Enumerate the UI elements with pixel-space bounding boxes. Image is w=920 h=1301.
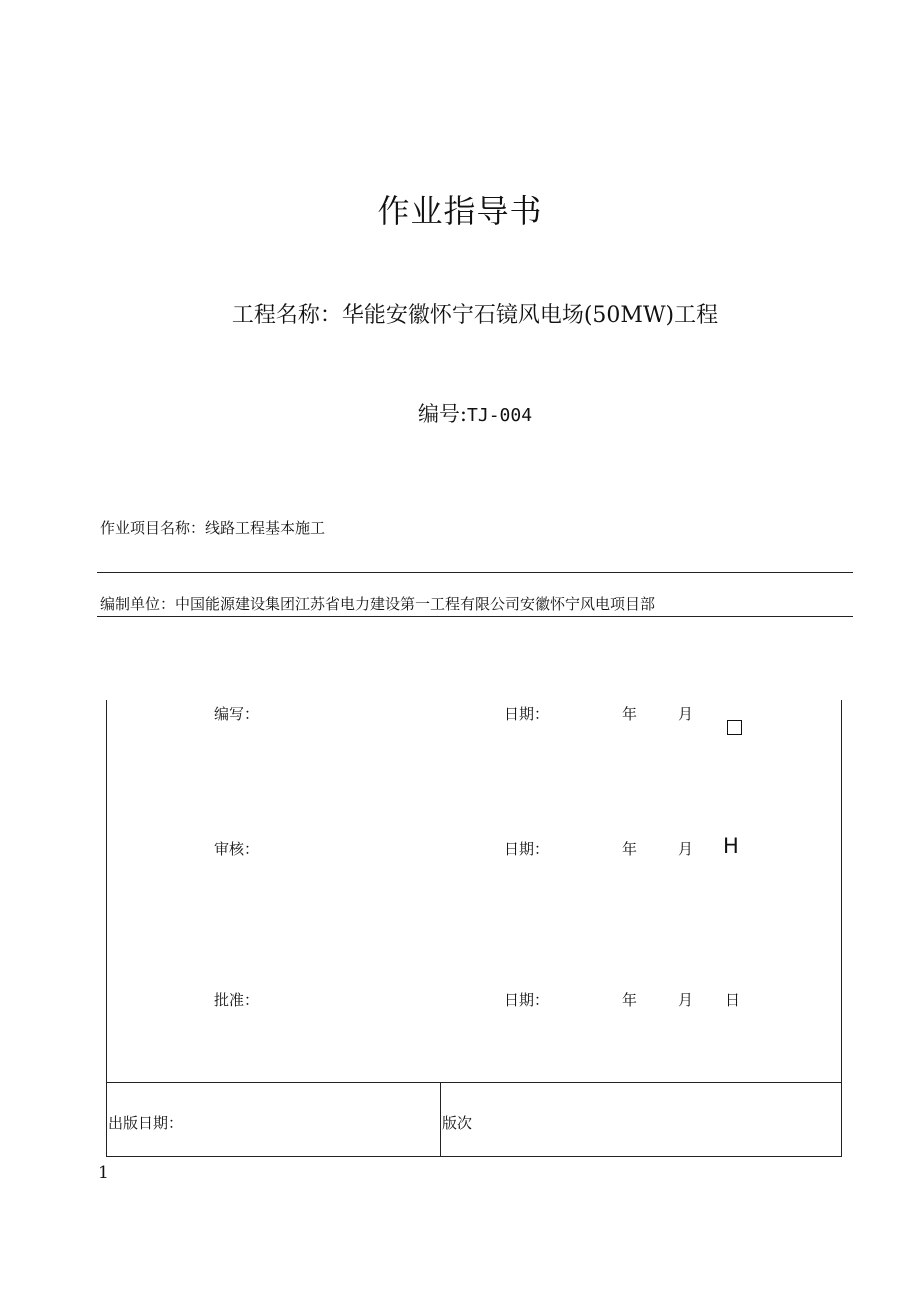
document-number-value: TJ-004 [467, 405, 533, 426]
compiler-month: 月 [678, 705, 694, 723]
reviewer-label: 审核： [214, 840, 260, 858]
approver-day: 日 [725, 991, 741, 1009]
checkbox-icon[interactable] [727, 720, 742, 735]
table-divider [107, 1082, 841, 1083]
table-column-divider [440, 1082, 441, 1156]
approver-date-label: 日期： [504, 991, 550, 1009]
compiler-label: 编写： [214, 705, 260, 723]
approver-label: 批准： [214, 991, 260, 1009]
publish-date-label: 出版日期： [108, 1114, 184, 1132]
document-title: 作业指导书 [377, 192, 543, 230]
document-number-label: 编号: [417, 402, 468, 426]
divider-line [97, 572, 853, 573]
signature-box [106, 700, 842, 1157]
reviewer-date-label: 日期： [504, 840, 550, 858]
reviewer-year: 年 [622, 840, 638, 858]
approver-month: 月 [678, 991, 694, 1009]
edition-label: 版次 [442, 1114, 473, 1132]
compiling-unit: 编制单位：中国能源建设集团江苏省电力建设第一工程有限公司安徽怀宁风电项目部 [100, 595, 656, 613]
work-item-name: 作业项目名称：线路工程基本施工 [100, 519, 326, 537]
page-number: 1 [98, 1163, 109, 1183]
project-name: 工程名称：华能安徽怀宁石镜风电场(50MW)工程 [231, 303, 719, 328]
reviewer-month: 月 [678, 840, 694, 858]
approver-year: 年 [622, 991, 638, 1009]
compiler-date-label: 日期： [504, 705, 550, 723]
compiler-year: 年 [622, 705, 638, 723]
divider-line [97, 616, 853, 617]
document-number [0, 398, 920, 428]
reviewer-day-mark: H [723, 834, 739, 858]
